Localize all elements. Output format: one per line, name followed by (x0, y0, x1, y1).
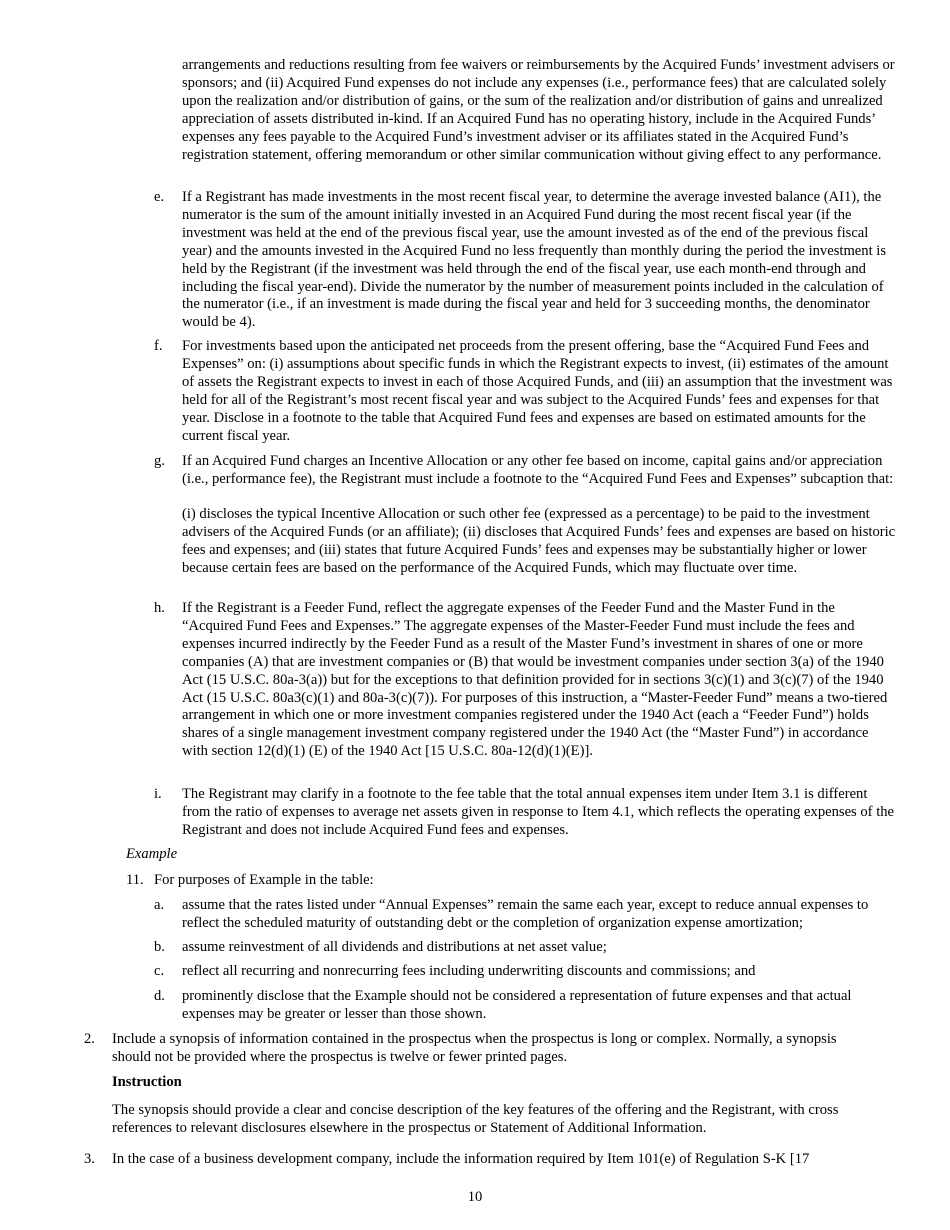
item-text: The Registrant may clarify in a footnote to the fee table that the total annual expenses item under Item 3.1 is different from the ratio of expenses to average net assets given in response to Item 4.1, which reflects the operating expenses of the Registrant and does not include Acquired Fund fees and expenses. (182, 786, 895, 838)
continuation-paragraph: arrangements and reductions resulting from fee waivers or reimbursements by the Acquired Funds’ investment advisers or sponsors; and (ii) Acquired Fund expenses do not include any expenses (i.e., performance fees) that are calculated solely upon the realization and/or distribution of gains, or the sum of the realization and/or distribution of gains and unrealized appreciation of assets distributed in-kind. If an Acquired Fund has no operating history, include in the Acquired Funds’ expenses any fees payable to the Acquired Fund’s investment adviser or its affiliates stated in the Acquired Fund’s registration statement, offering memorandum or other similar communication without giving effect to any performance. (182, 57, 895, 163)
item-text: Include a synopsis of information contained in the prospectus when the prospectus is long or complex. Normally, a synopsis should not be provided where the prospectus is twelve or fewer printed pages. (112, 1031, 837, 1065)
item-text: reflect all recurring and nonrecurring fees including underwriting discounts and commissions; and (182, 963, 756, 979)
item-label: i. (154, 786, 162, 802)
item-text-continued: (i) discloses the typical Incentive Allocation or such other fee (expressed as a percentage) to be paid to the investment advisers of the Acquired Funds (or an affiliate); (ii) discloses that Acquired Funds’ fees and expenses are based on historic fees and expenses; and (iii) states that future Acquired Funds’ fees and expenses may be substantially higher or lower because certain fees are based on the performance of the Acquired Funds, which may fluctuate over time. (182, 506, 896, 576)
example-heading: Example (126, 846, 178, 862)
item-label: 2. (84, 1031, 95, 1047)
page-number: 10 (467, 1189, 483, 1205)
item-label: g. (154, 453, 165, 469)
item-label: d. (154, 988, 165, 1004)
item-text: For investments based upon the anticipated net proceeds from the present offering, base the “Acquired Fund Fees and Expenses” on: (i) assumptions about specific funds in which the Registrant expects to invest, (ii) estimates of the amount of assets the Registrant expects to invest in each of those Acquired Funds, and (iii) an assumption that the investment was held for all of the Registrant’s most recent fiscal year and was subject to the Acquired Funds’ fees and expenses for that year. Disclose in a footnote to the table that Acquired Fund fees and expenses are based on estimated amounts for the current fiscal year. (182, 338, 893, 444)
item-label: f. (154, 338, 163, 354)
item-label: c. (154, 963, 165, 979)
item-label: b. (154, 939, 165, 955)
item-label: e. (154, 189, 165, 205)
item-text: For purposes of Example in the table: (154, 872, 374, 888)
item-text: If a Registrant has made investments in the most recent fiscal year, to determine the average invested balance (AI1), the numerator is the sum of the amount initially invested in an Acquired Fund during the most recent fiscal year (if the investment was held at the end of the previous fiscal year, use the amount invested as of the end of the previous fiscal year) and the amounts invested in the Acquired Fund no less frequently than monthly during the period the investment is held by the Registrant (if the investment was held through the end of the fiscal year, use each month-end through and including the fiscal year-end). Divide the numerator by the number of measurement points included in the calculation of the numerator (i.e., if an investment is made during the fiscal year and held for 3 succeeding months, the denominator would be 4). (182, 189, 887, 331)
item-label: 11. (126, 872, 144, 888)
item-text: If the Registrant is a Feeder Fund, reflect the aggregate expenses of the Feeder Fund and the Master Fund in the “Acquired Fund Fees and Expenses.” The aggregate expenses of the Master-Feeder Fund must include the fees and expenses incurred indirectly by the Feeder Fund as a result of the Master Fund’s investment in shares of one or more companies (A) that are investment companies or (B) that would be investment companies under section 3(a) of the 1940 Act (15 U.S.C. 80a-3(a)) but for the exceptions to that definition provided for in sections 3(c)(1) and 3(c)(7) of the 1940 Act (15 U.S.C. 80a3(c)(1) and 80a-3(c)(7)). For purposes of this instruction, a “Master-Feeder Fund” means a two-tiered arrangement in which one or more investment companies registered under the 1940 Act (each a “Feeder Fund”) holds shares of a single management investment company registered under the 1940 Act (the “Master Fund”) in accordance with section 12(d)(1) (E) of the 1940 Act [15 U.S.C. 80a-12(d)(1)(E)]. (182, 600, 888, 760)
item-text: assume that the rates listed under “Annual Expenses” remain the same each year, except to reduce annual expenses to reflect the scheduled maturity of outstanding debt or the completion of organization expense amortization; (182, 897, 869, 931)
item-text: In the case of a business development company, include the information required by Item 101(e) of Regulation S-K [17 (112, 1151, 810, 1167)
item-label: h. (154, 600, 165, 616)
instruction-text: The synopsis should provide a clear and concise description of the key features of the offering and the Registrant, with cross references to relevant disclosures elsewhere in the prospectus or Statement of Additional Information. (112, 1102, 839, 1136)
item-text: assume reinvestment of all dividends and distributions at net asset value; (182, 939, 607, 955)
item-label: 3. (84, 1151, 95, 1167)
item-label: a. (154, 897, 165, 913)
item-text: prominently disclose that the Example should not be considered a representation of future expenses and that actual expenses may be greater or lesser than those shown. (182, 988, 852, 1022)
item-text: If an Acquired Fund charges an Incentive Allocation or any other fee based on income, capital gains and/or appreciation (i.e., performance fee), the Registrant must include a footnote to the “Acquired Fund Fees and Expenses” subcaption that: (182, 453, 894, 487)
instruction-heading: Instruction (112, 1074, 182, 1090)
